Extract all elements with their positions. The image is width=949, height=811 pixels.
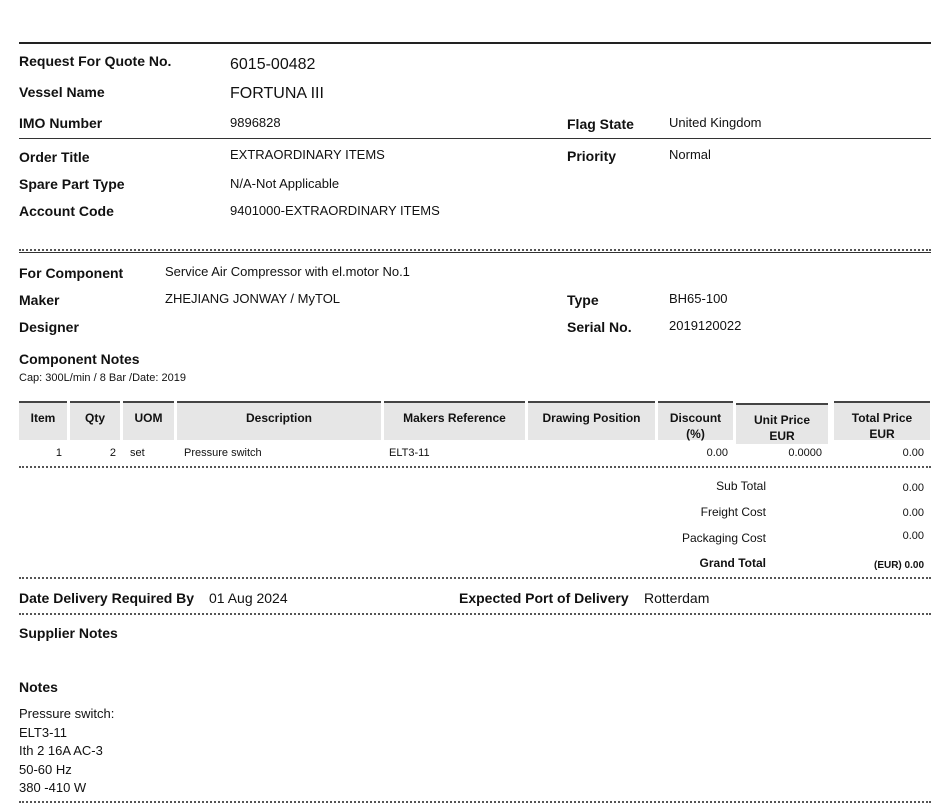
col-header-total-price-line2: EUR	[869, 427, 895, 441]
type-value: BH65-100	[669, 291, 728, 306]
type-label: Type	[567, 292, 599, 308]
delivery-bottom-rule	[19, 613, 931, 615]
delivery-port-value: Rotterdam	[644, 590, 710, 606]
sub-total-label: Sub Total	[716, 479, 766, 493]
packaging-cost-label: Packaging Cost	[681, 531, 766, 545]
notes-line: Ith 2 16A AC-3	[19, 743, 103, 758]
component-solid-rule	[19, 252, 931, 253]
designer-label: Designer	[19, 319, 79, 335]
component-notes-value: Cap: 300L/min / 8 Bar /Date: 2019	[19, 372, 186, 384]
order-title-label: Order Title	[19, 149, 90, 165]
col-header-qty: Qty	[70, 401, 120, 440]
col-header-drawing-position: Drawing Position	[528, 401, 655, 440]
imo-label: IMO Number	[19, 115, 103, 131]
notes-line: 380 -410 W	[19, 780, 87, 795]
col-header-unit-price-line2: EUR	[769, 429, 795, 443]
serial-label: Serial No.	[567, 319, 632, 335]
totals-bottom-rule	[19, 577, 931, 579]
component-dotted-rule	[19, 249, 931, 251]
col-header-uom: UOM	[123, 401, 174, 440]
delivery-date-label: Date Delivery Required By	[19, 590, 195, 606]
notes-line: 50-60 Hz	[19, 762, 72, 777]
vessel-value: FORTUNA III	[230, 85, 324, 102]
rfq-value: 6015-00482	[230, 56, 316, 73]
cell-unit-price: 0.0000	[788, 447, 822, 459]
supplier-notes-label: Supplier Notes	[19, 625, 118, 641]
sub-total-value: 0.00	[902, 482, 924, 494]
serial-value: 2019120022	[669, 318, 742, 333]
col-header-total-price	[834, 401, 930, 440]
rfq-label: Request For Quote No.	[19, 53, 172, 69]
vessel-label: Vessel Name	[19, 84, 105, 100]
notes-bottom-rule	[19, 801, 931, 803]
delivery-date-value: 01 Aug 2024	[209, 590, 288, 606]
col-header-discount	[658, 401, 733, 440]
col-header-makers-reference: Makers Reference	[384, 401, 525, 440]
for-component-label: For Component	[19, 265, 124, 281]
top-rule	[19, 42, 931, 44]
cell-uom: set	[130, 447, 145, 459]
delivery-port-label: Expected Port of Delivery	[459, 590, 629, 606]
cell-item: 1	[55, 447, 62, 459]
col-header-discount-line2: (%)	[686, 427, 705, 441]
grand-total-label: Grand Total	[699, 556, 766, 570]
maker-label: Maker	[19, 292, 60, 308]
flag-label: Flag State	[567, 116, 634, 132]
table-bottom-rule	[19, 466, 931, 468]
account-value: 9401000-EXTRAORDINARY ITEMS	[230, 203, 440, 218]
priority-value: Normal	[669, 147, 711, 162]
notes-label: Notes	[19, 679, 58, 695]
cell-makers-reference: ELT3-11	[389, 447, 430, 459]
grand-total-value: (EUR) 0.00	[873, 560, 924, 571]
account-label: Account Code	[19, 203, 114, 219]
spare-value: N/A-Not Applicable	[230, 176, 340, 191]
header-divider	[19, 138, 931, 139]
freight-cost-label: Freight Cost	[700, 505, 766, 519]
flag-value: United Kingdom	[669, 115, 762, 130]
cell-total-price: 0.00	[902, 447, 924, 459]
notes-line: ELT3-11	[19, 725, 67, 740]
cell-qty: 2	[109, 447, 116, 459]
col-header-description: Description	[177, 401, 381, 440]
cell-description: Pressure switch	[184, 447, 262, 459]
col-header-total-price-line1: Total Price	[851, 411, 913, 425]
cell-discount: 0.00	[706, 447, 728, 459]
packaging-cost-value: 0.00	[902, 530, 924, 542]
freight-cost-value: 0.00	[902, 507, 924, 519]
col-header-unit-price-line1: Unit Price	[753, 413, 810, 427]
col-header-item: Item	[19, 401, 67, 440]
for-component-value: Service Air Compressor with el.motor No.1	[165, 264, 410, 279]
component-notes-label: Component Notes	[19, 351, 140, 367]
notes-line: Pressure switch:	[19, 706, 115, 721]
col-header-discount-line1: Discount	[669, 411, 722, 425]
priority-label: Priority	[567, 148, 617, 164]
imo-value: 9896828	[230, 115, 281, 130]
maker-value: ZHEJIANG JONWAY / MyTOL	[165, 291, 341, 306]
order-title-value: EXTRAORDINARY ITEMS	[230, 147, 385, 162]
col-header-unit-price	[736, 403, 828, 444]
spare-label: Spare Part Type	[19, 176, 125, 192]
